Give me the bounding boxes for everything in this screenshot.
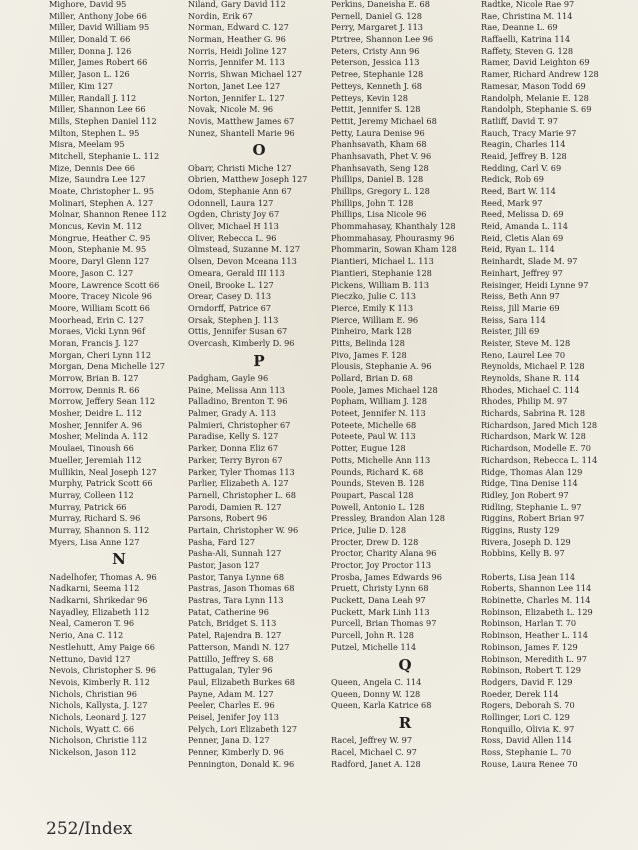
index-entry: Pounds, Steven B. 128 [331,478,425,489]
index-entry: Moraes, Vicki Lynn 96f [49,326,146,337]
index-entry: Redick, Rob 69 [481,174,544,185]
index-entry: Reiss, Jill Marie 69 [481,302,560,313]
index-entry: Reynolds, Shane R. 114 [481,373,580,383]
index-entry: Nevois, Christopher S. 96 [49,665,156,676]
index-entry: Morgan, Dena Michelle 127 [49,361,166,372]
index-entry: Ottis, Jennifer Susan 67 [188,326,288,337]
index-entry: Rae, Deanne L. 69 [481,22,558,33]
index-entry: Penner, Jana D. 127 [188,735,270,746]
index-entry: Nadelhofer, Thomas A. 96 [49,571,157,582]
index-entry: Olmstead, Suzanne M. 127 [188,244,301,255]
index-entry: Paradise, Kelly S. 127 [188,431,279,442]
blank-line [481,560,636,572]
index-entry: Raffety, Steven G. 128 [481,45,574,56]
index-entry: Robinson, Robert T. 129 [481,665,581,676]
index-entry: Radtke, Nicole Rae 97 [481,0,575,9]
index-entry: Pieczko, Julie C. 113 [331,291,417,302]
index-entry: Nordin, Erik 67 [188,10,253,21]
index-entry: Phillips, John T. 128 [331,197,414,208]
index-entry: Palmer, Grady A. 113 [188,408,277,419]
index-entry: Penner, Kimberly D. 96 [188,747,284,758]
index-entry: Reid, Amanda L. 114 [481,221,568,232]
index-entry: Moorhead, Erin C. 127 [49,314,144,325]
index-entry: Norman, Heather G. 96 [188,34,286,45]
index-entry: Novak, Nicole M. 96 [188,104,274,115]
index-entry: Perry, Margaret J. 113 [331,22,423,33]
index-entry: Rauch, Tracy Marie 97 [481,127,577,138]
index-entry: Parodi, Damien R. 127 [188,501,282,512]
index-entry: Morrow, Brian B. 127 [49,373,139,383]
index-entry: Parlier, Elizabeth A. 127 [188,478,289,489]
index-entry: Petteys, Kenneth J. 68 [331,80,423,91]
index-entry: Paul, Elizabeth Burkes 68 [188,676,296,687]
index-entry: Pollard, Brian D. 68 [331,373,413,383]
index-entry: Patat, Catherine 96 [188,606,269,617]
index-entry: Miller, Randall J. 112 [49,92,137,103]
index-entry: Niland, Gary David 112 [188,0,286,9]
index-entry: Moore, Lawrence Scott 66 [49,279,160,290]
index-entry: Neal, Cameron T. 96 [49,618,135,629]
index-entry: Robinette, Charles M. 114 [481,595,591,606]
index-entry: Molnar, Shannon Renee 112 [49,209,167,220]
index-entry: Reno, Laurel Lee 70 [481,349,566,360]
index-entry: Palmieri, Christopher 67 [188,419,291,430]
index-entry: Piantieri, Michael L. 113 [331,256,434,267]
index-entry: Nayadley, Elizabeth 112 [49,606,150,617]
index-entry: Raffaelli, Katrina 114 [481,34,571,45]
index-entry: Powell, Antonio L. 128 [331,501,425,512]
index-entry: Procter, Drew D. 128 [331,536,419,547]
index-entry: Reed, Bart W. 114 [481,186,556,196]
index-entry: Paine, Melissa Ann 113 [188,384,286,395]
index-entry: Mongrue, Heather C. 95 [49,232,151,243]
index-entry: Palladino, Brenton T. 96 [188,396,288,407]
index-entry: Poteete, Michelle 68 [331,419,417,430]
index-entry: Murphy, Patrick Scott 66 [49,478,153,489]
index-entry: Poupart, Pascal 128 [331,489,414,500]
index-entry: Nevois, Kimberly R. 112 [49,676,150,687]
index-entry: Nunez, Shantell Marie 96 [188,127,295,138]
index-entry: Mize, Saundra Lee 127 [49,174,146,185]
index-entry: Pennington, Donald K. 96 [188,758,295,769]
index-entry: Misra, Meelam 95 [49,139,125,150]
index-entry: Richardson, Rebecca L. 114 [481,454,598,465]
index-entry: Piantieri, Stephanie 128 [331,267,432,278]
index-entry: Ridge, Thomas Alan 129 [481,466,583,477]
index-entry: Reid, Cletis Alan 69 [481,232,564,243]
page-footer: 252/Index [46,819,133,839]
index-entry: Nichols, Kallysta, J. 127 [49,700,148,711]
index-entry: Robinson, Meredith L. 97 [481,653,587,664]
index-entry: Odonnell, Laura 127 [188,197,274,208]
index-entry: Pierce, William E. 96 [331,314,419,325]
index-entry: Omeara, Gerald III 113 [188,267,285,278]
index-entry: Moran, Francis J. 127 [49,337,139,348]
index-entry: Radford, Janet A. 128 [331,758,421,769]
index-entry: Roberts, Lisa Jean 114 [481,571,576,582]
letter-heading: P [253,351,265,370]
index-entry: Queen, Karla Katrice 68 [331,700,432,711]
index-entry: Pastor, Jason 127 [188,560,260,571]
index-entry: Rhodes, Philip M. 97 [481,396,568,407]
index-entry: Robinson, James F. 129 [481,641,578,652]
index-entry: Oneil, Brooke L. 127 [188,279,274,290]
index-entry: Pernell, Daniel G. 128 [331,10,422,21]
index-entry: Padgham, Gayle 96 [188,373,269,384]
index-entry: Moulaei, Tinoush 66 [49,443,134,454]
index-entry: Richardson, Mark W. 128 [481,431,586,442]
index-entry: Reid, Ryan L. 114 [481,244,555,255]
index-entry: Pivo, James F. 128 [331,349,407,360]
index-entry: Overcash, Kimberly D. 96 [188,337,295,348]
index-entry: Robbins, Kelly B. 97 [481,548,565,559]
index-entry: Phillips, Daniel B. 128 [331,174,424,185]
index-entry: Poteet, Jennifer N. 113 [331,408,426,419]
letter-heading: O [252,141,266,160]
index-entry: Reister, Steve M. 128 [481,337,571,348]
index-entry: Norton, Janet Lee 127 [188,80,281,91]
index-entry: Petty, Laura Denise 96 [331,127,425,138]
index-entry: Molinari, Stephen A. 127 [49,197,154,208]
index-entry: Rhodes, Michael C. 114 [481,384,580,395]
index-entry: Nichols, Wyatt C. 66 [49,723,135,734]
index-entry: Pettit, Jennifer S. 128 [331,104,421,115]
index-entry: Obarr, Christi Miche 127 [188,162,292,173]
index-entry: Miller, Anthony Jobe 66 [49,10,147,21]
index-entry: Purcell, John R. 128 [331,630,414,641]
index-entry: Peisel, Jenifer Joy 113 [188,711,279,722]
index-entry: Orndorff, Patrice 67 [188,302,272,313]
index-entry: Parker, Tyler Thomas 113 [188,466,295,477]
index-entry: Pastras, Tara Lynn 113 [188,595,284,606]
index-entry: Perkins, Daneisha E. 68 [331,0,430,9]
index-entry: Reed, Melissa D. 69 [481,209,564,220]
index-entry: Miller, Shannon Lee 66 [49,104,146,115]
index-entry: Nestlehutt, Amy Paige 66 [49,641,155,652]
index-entry: Nadkarni, Seema 112 [49,583,140,594]
index-entry: Ptrtree, Shannon Lee 96 [331,34,434,45]
index-entry: Mosher, Deidre L. 112 [49,408,142,419]
index-entry: Racel, Jeffrey W. 97 [331,735,413,746]
index-entry: Ridley, Jon Robert 97 [481,489,569,500]
index-entry: Purcell, Brian Thomas 97 [331,618,437,629]
index-entry: Pickens, William B. 113 [331,279,430,290]
index-entry: Reagin, Charles 114 [481,139,566,150]
index-entry: Mitchell, Stephanie L. 112 [49,150,160,161]
index-entry: Nichols, Christian 96 [49,688,137,699]
index-entry: Rivera, Joseph D. 129 [481,536,571,547]
index-entry: Phillips, Gregory L. 128 [331,186,430,196]
index-entry: Miller, Donna J. 126 [49,45,132,56]
index-entry: Rae, Christina M. 114 [481,10,573,21]
index-entry: Richards, Sabrina R. 128 [481,408,586,419]
index-entry: Moore, Tracey Nicole 96 [49,291,152,302]
index-entry: Reiss, Beth Ann 97 [481,291,560,302]
index-entry: Randolph, Stephanie S. 69 [481,104,592,115]
index-entry: Pastras, Jason Thomas 68 [188,583,295,594]
index-entry: Randolph, Melanie E. 128 [481,92,589,103]
index-entry: Poole, James Michael 128 [331,384,438,395]
index-entry: Moncus, Kevin M. 112 [49,221,142,232]
index-entry: Redding, Carl V. 69 [481,162,562,173]
index-entry: Norris, Jennifer M. 113 [188,57,285,68]
index-entry: Norton, Jennifer L. 127 [188,92,285,103]
index-entry: Patterson, Mandi N. 127 [188,641,290,652]
index-entry: Partain, Christopher W. 96 [188,524,299,535]
index-entry: Richardson, Modelle E. 70 [481,443,591,454]
index-entry: Ramer, Richard Andrew 128 [481,69,599,80]
index-entry: Moore, Jason C. 127 [49,267,134,278]
index-entry: Pressley, Brandon Alan 128 [331,513,445,524]
index-entry: Mighore, David 95 [49,0,127,9]
index-entry: Nickelson, Jason 112 [49,747,137,758]
index-entry: Parker, Donna Eliz 67 [188,443,279,454]
index-entry: Robinson, Elizabeth L. 129 [481,606,593,617]
index-entry: Putzel, Michelle 114 [331,641,417,652]
index-entry: Norris, Heidi Joline 127 [188,45,287,56]
index-entry: Murray, Shannon S. 112 [49,524,150,535]
index-entry: Mueller, Jeremiah 112 [49,454,142,465]
index-column-1 [49,0,189,759]
index-entry: Reiss, Sara 114 [481,314,546,325]
index-entry: Nadkarni, Shrikedar 96 [49,595,148,606]
index-entry: Ratliff, David T. 97 [481,115,558,126]
index-entry: Myers, Lisa Anne 127 [49,536,140,547]
index-entry: Murray, Colleen 112 [49,489,134,500]
index-entry: Phommahasay, Khanthaly 128 [331,221,456,232]
index-entry: Patel, Rajendra B. 127 [188,630,282,641]
index-entry: Price, Julie D. 128 [331,524,407,535]
index-entry: Reaid, Jeffrey B. 128 [481,150,567,161]
index-entry: Pinheiro, Mark 128 [331,326,412,337]
index-entry: Roeder, Derek 114 [481,688,559,699]
index-entry: Moon, Stephanie M. 95 [49,244,147,255]
letter-heading: R [398,713,412,732]
index-entry: Ogden, Christy Joy 67 [188,209,280,220]
index-entry: Phanhsavath, Phet V. 96 [331,150,432,161]
index-entry: Ross, Stephanie L. 70 [481,747,572,757]
index-entry: Pastor, Tanya Lynne 68 [188,571,285,582]
index-column-2 [188,0,330,770]
index-entry: Nerio, Ana C. 112 [49,630,124,641]
index-entry: Pasha, Fard 127 [188,536,255,547]
index-entry: Phommahasay, Phourasmy 96 [331,232,455,243]
index-entry: Potter, Eugue 128 [331,443,406,454]
index-entry: Norman, Edward C. 127 [188,22,289,33]
index-entry: Parker, Terry Byron 67 [188,454,283,465]
index-entry: Ridling, Stephanie L. 97 [481,501,582,512]
index-entry: Pasha-Ali, Sunnah 127 [188,548,282,559]
index-entry: Rouse, Laura Renee 70 [481,758,578,769]
index-entry: Olsen, Devon Mceana 113 [188,256,297,267]
index-entry: Miller, James Robert 66 [49,57,148,68]
index-entry: Phillips, Lisa Nicole 96 [331,209,427,220]
index-entry: Phanhsavath, Kham 68 [331,139,427,150]
index-entry: Obrien, Matthew Joseph 127 [188,174,308,185]
index-entry: Miller, Jason L. 126 [49,69,130,80]
index-entry: Nicholson, Christie 112 [49,735,148,746]
index-entry: Peeler, Charles E. 96 [188,700,275,711]
index-entry: Morgan, Cheri Lynn 112 [49,349,152,360]
index-entry: Mosher, Melinda A. 112 [49,431,149,442]
index-entry: Poteete, Paul W. 113 [331,431,416,442]
index-entry: Petree, Stephanie 128 [331,69,424,80]
index-entry: Reed, Mark 97 [481,197,543,208]
index-entry: Pattillo, Jeffrey S. 68 [188,653,274,664]
index-entry: Mize, Dennis Dee 66 [49,162,136,173]
index-entry: Pettit, Jeremy Michael 68 [331,115,437,126]
index-entry: Milton, Stephen L. 95 [49,127,140,138]
index-entry: Moate, Christopher L. 95 [49,186,154,196]
index-entry: Morrow, Jeffery Sean 112 [49,396,156,407]
index-entry: Odom, Stephanie Ann 67 [188,186,292,197]
index-entry: Puckett, Mark Linh 113 [331,606,430,617]
index-entry: Phommarin, Sowan Kham 128 [331,244,457,255]
index-entry: Miller, Kim 127 [49,80,114,91]
index-entry: Reynolds, Michael P. 128 [481,361,585,372]
index-entry: Plousis, Stephanie A. 96 [331,361,432,372]
index-entry: Ridge, Tina Denise 114 [481,478,578,489]
index-entry: Riggins, Rusty 129 [481,524,560,535]
index-entry: Patch, Bridget S. 113 [188,618,277,629]
index-entry: Rollinger, Lori C. 129 [481,711,570,722]
index-entry: Parnell, Christopher L. 68 [188,489,296,500]
index-entry: Reisinger, Heidi Lynne 97 [481,279,589,290]
index-entry: Puckett, Dana Leah 97 [331,595,426,606]
index-entry: Orsak, Stephen J. 113 [188,314,279,325]
index-entry: Prosba, James Edwards 96 [331,571,442,582]
index-entry: Nichols, Leonard J. 127 [49,711,147,722]
index-entry: Pierce, Emily K 113 [331,302,414,313]
index-entry: Pitts, Belinda 128 [331,337,405,348]
index-entry: Morrow, Dennis R. 66 [49,384,140,395]
index-entry: Payne, Adam M. 127 [188,688,274,699]
index-entry: Potts, Michelle Ann 113 [331,454,431,465]
index-entry: Norris, Shwan Michael 127 [188,69,303,80]
letter-heading: N [112,550,126,569]
index-entry: Ronquillo, Olivia K. 97 [481,723,575,734]
index-entry: Pattugalan, Tyler 96 [188,665,273,676]
index-entry: Proctor, Charity Alana 96 [331,548,437,559]
index-entry: Orear, Casey D. 113 [188,291,272,302]
index-entry: Rogers, Deborah S. 70 [481,700,575,711]
index-entry: Pruett, Christy Lynn 68 [331,583,429,594]
index-entry: Parsons, Robert 96 [188,513,268,524]
index-entry: Popham, William J. 128 [331,396,427,407]
index-entry: Ross, David Allen 114 [481,735,572,746]
index-entry: Reinhart, Jeffrey 97 [481,267,563,278]
index-entry: Robinson, Harlan T. 70 [481,618,577,629]
index-entry: Nettuno, David 127 [49,653,131,664]
index-entry: Queen, Angela C. 114 [331,676,422,687]
index-entry: Queen, Donny W. 128 [331,688,421,699]
index-entry: Murray, Richard S. 96 [49,513,141,524]
index-entry: Ramesar, Mason Todd 69 [481,80,586,91]
index-entry: Reinhardt, Slade M. 97 [481,256,578,267]
index-entry: Roberts, Shannon Lee 114 [481,583,592,594]
letter-heading: Q [398,655,412,674]
index-entry: Riggins, Robert Brian 97 [481,513,585,524]
index-entry: Peterson, Jessica 113 [331,57,420,68]
index-entry: Rodgers, David F. 129 [481,676,573,687]
index-entry: Murray, Patrick 66 [49,501,127,512]
index-entry: Racel, Michael C. 97 [331,747,417,758]
index-entry: Mills, Stephen Daniel 112 [49,115,157,126]
index-entry: Richardson, Jared Mich 128 [481,419,598,430]
index-entry: Robinson, Heather L. 114 [481,630,588,641]
index-entry: Miller, David William 95 [49,22,150,33]
index-entry: Oliver, Rebecca L. 96 [188,232,277,243]
index-entry: Pelych, Lori Elizabeth 127 [188,723,298,734]
index-entry: Moore, Daryl Glenn 127 [49,256,150,267]
index-entry: Mosher, Jennifer A. 96 [49,419,143,430]
index-entry: Phanhsavath, Seng 128 [331,162,429,173]
index-entry: Peters, Cristy Ann 96 [331,45,420,56]
index-entry: Oliver, Michael H 113 [188,221,279,232]
index-column-4 [481,0,636,770]
index-entry: Miller, Donald T. 66 [49,34,131,45]
index-entry: Novis, Matthew James 67 [188,115,295,126]
index-entry: Reister, Jill 69 [481,326,540,337]
index-entry: Ramer, David Leighton 69 [481,57,590,68]
index-entry: Mullikin, Neal Joseph 127 [49,466,157,477]
index-entry: Proctor, Joy Proctor 113 [331,560,432,570]
index-entry: Pounds, Richard K. 68 [331,466,424,477]
index-entry: Petteys, Kevin 128 [331,92,408,103]
index-entry: Moore, William Scott 66 [49,302,150,313]
index-column-3 [331,0,479,770]
